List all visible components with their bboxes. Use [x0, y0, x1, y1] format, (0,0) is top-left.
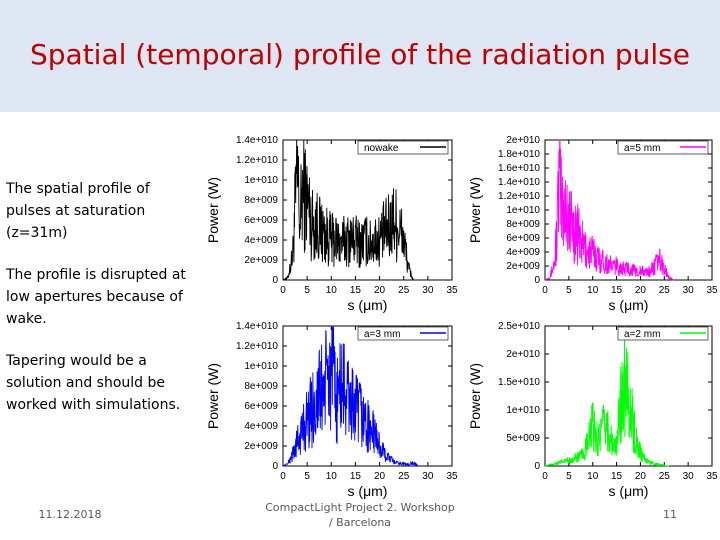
- x-tick-label: 25: [398, 471, 410, 482]
- footer-event: CompactLight Project 2. Workshop / Barcelona: [265, 501, 455, 529]
- x-axis-label: s (μm): [608, 483, 649, 499]
- x-tick-label: 35: [446, 285, 458, 296]
- x-tick-label: 30: [682, 471, 694, 482]
- x-tick-label: 30: [682, 285, 694, 296]
- y-tick-label: 8e+009: [244, 195, 278, 206]
- x-tick-label: 35: [706, 285, 718, 296]
- y-tick-label: 5e+009: [506, 433, 540, 444]
- legend-label: a=5 mm: [624, 143, 661, 154]
- footer-page-number: 11: [663, 508, 677, 521]
- series-line: [283, 140, 413, 280]
- x-tick-label: 0: [280, 471, 286, 482]
- x-tick-label: 20: [634, 285, 646, 296]
- y-tick-label: 1.6e+010: [498, 163, 540, 174]
- x-tick-label: 25: [658, 285, 670, 296]
- series-line: [283, 326, 418, 466]
- y-tick-label: 1.4e+010: [236, 321, 278, 332]
- x-tick-label: 20: [374, 471, 386, 482]
- x-tick-label: 30: [422, 471, 434, 482]
- x-tick-label: 20: [374, 285, 386, 296]
- y-tick-label: 1.2e+010: [498, 191, 540, 202]
- x-tick-label: 10: [587, 471, 599, 482]
- y-tick-label: 4e+009: [244, 421, 278, 432]
- x-tick-label: 35: [706, 471, 718, 482]
- y-tick-label: 1e+010: [244, 361, 278, 372]
- x-tick-label: 15: [349, 471, 361, 482]
- x-tick-label: 30: [422, 285, 434, 296]
- y-tick-label: 1.4e+010: [236, 135, 278, 146]
- x-tick-label: 15: [611, 471, 623, 482]
- x-axis-label: s (μm): [347, 483, 388, 499]
- x-tick-label: 15: [349, 285, 361, 296]
- y-tick-label: 0: [272, 275, 278, 286]
- note-wake: The profile is disrupted at low apertures because of wake.: [6, 267, 186, 327]
- x-tick-label: 0: [542, 285, 548, 296]
- y-tick-label: 6e+009: [244, 215, 278, 226]
- x-tick-label: 0: [280, 285, 286, 296]
- y-tick-label: 0: [272, 461, 278, 472]
- y-tick-label: 1e+010: [244, 175, 278, 186]
- plot-a3mm: [200, 314, 456, 498]
- note-tapering: Tapering would be a solution and should be worked with simulations.: [6, 353, 181, 413]
- y-tick-label: 2e+009: [506, 261, 540, 272]
- y-tick-label: 1.8e+010: [498, 149, 540, 160]
- slide-title: Spatial (temporal) profile of the radiation pulse: [30, 38, 690, 71]
- x-tick-label: 25: [398, 285, 410, 296]
- note-saturation: The spatial profile of pulses at saturation (z=31m): [6, 181, 150, 241]
- plot-a5mm: [462, 128, 716, 312]
- y-tick-label: 1e+010: [506, 205, 540, 216]
- plot-nowake: [200, 128, 456, 312]
- legend-label: a=3 mm: [364, 329, 401, 340]
- x-tick-label: 5: [304, 285, 310, 296]
- footer-date: 11.12.2018: [38, 508, 102, 521]
- y-tick-label: 0: [534, 461, 540, 472]
- y-axis-label: Power (W): [205, 362, 221, 430]
- plot-a2mm: [462, 314, 716, 498]
- y-tick-label: 4e+009: [244, 235, 278, 246]
- y-tick-label: 2.5e+010: [498, 321, 540, 332]
- y-tick-label: 1.5e+010: [498, 377, 540, 388]
- y-axis-label: Power (W): [467, 176, 483, 244]
- y-tick-label: 8e+009: [244, 381, 278, 392]
- x-tick-label: 10: [587, 285, 599, 296]
- y-tick-label: 2e+010: [506, 349, 540, 360]
- y-tick-label: 4e+009: [506, 247, 540, 258]
- x-axis-label: s (μm): [347, 297, 388, 313]
- legend-label: nowake: [364, 143, 399, 154]
- y-tick-label: 1.2e+010: [236, 341, 278, 352]
- y-tick-label: 2e+010: [506, 135, 540, 146]
- series-line: [545, 140, 674, 280]
- series-line: [545, 326, 669, 466]
- x-tick-label: 10: [325, 471, 337, 482]
- x-tick-label: 5: [566, 471, 572, 482]
- x-tick-label: 20: [634, 471, 646, 482]
- y-tick-label: 2e+009: [244, 255, 278, 266]
- y-axis-label: Power (W): [467, 362, 483, 430]
- x-tick-label: 5: [304, 471, 310, 482]
- x-axis-label: s (μm): [608, 297, 649, 313]
- y-tick-label: 1.4e+010: [498, 177, 540, 188]
- x-tick-label: 35: [446, 471, 458, 482]
- x-tick-label: 25: [658, 471, 670, 482]
- x-tick-label: 5: [566, 285, 572, 296]
- y-tick-label: 2e+009: [244, 441, 278, 452]
- x-tick-label: 10: [325, 285, 337, 296]
- legend-label: a=2 mm: [624, 329, 661, 340]
- y-tick-label: 6e+009: [506, 233, 540, 244]
- y-tick-label: 0: [534, 275, 540, 286]
- y-tick-label: 8e+009: [506, 219, 540, 230]
- y-tick-label: 1e+010: [506, 405, 540, 416]
- y-axis-label: Power (W): [205, 176, 221, 244]
- x-tick-label: 15: [611, 285, 623, 296]
- y-tick-label: 1.2e+010: [236, 155, 278, 166]
- y-tick-label: 6e+009: [244, 401, 278, 412]
- x-tick-label: 0: [542, 471, 548, 482]
